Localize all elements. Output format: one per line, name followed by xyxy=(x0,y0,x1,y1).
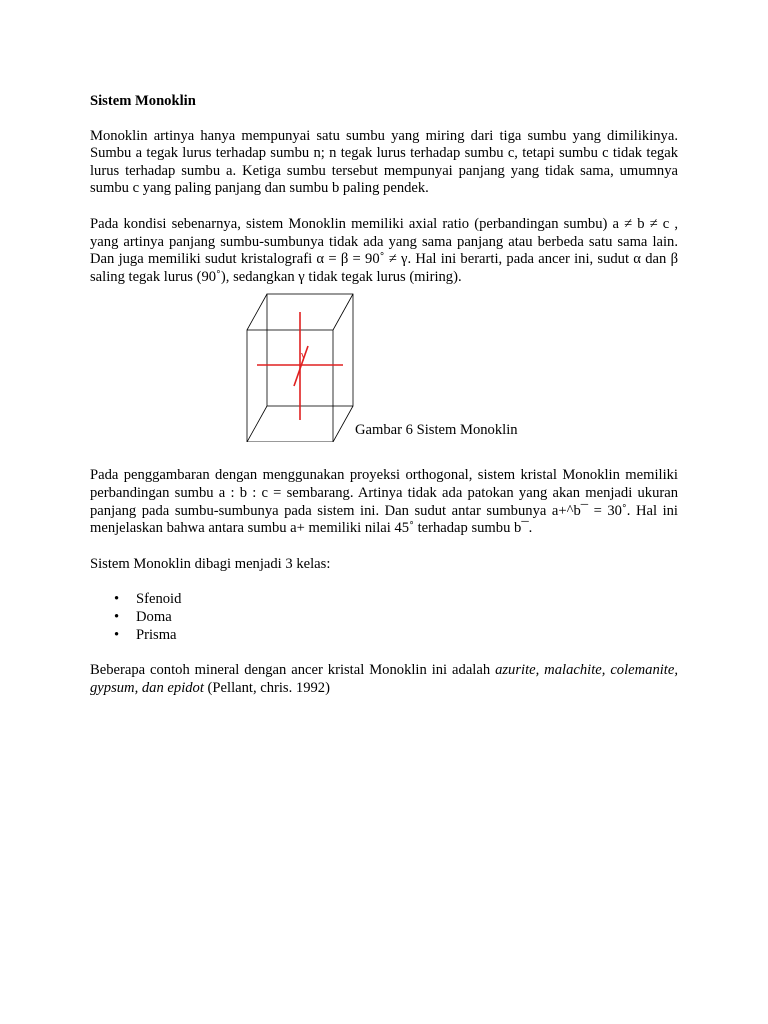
document-body xyxy=(90,93,678,698)
list-item: • Sfenoid xyxy=(114,591,182,608)
paragraph-mineral-examples: Beberapa contoh mineral dengan ancer kristal Monoklin ini adalah azurite, malachite, colemanite, gypsum, dan epidot (Pellant, chris. 1992) xyxy=(90,662,678,696)
bullet-icon: • xyxy=(114,609,120,626)
crystal-front-face xyxy=(247,330,333,442)
crystal-edge xyxy=(333,294,353,330)
gamma-label: γ xyxy=(301,349,306,362)
crystal-edge xyxy=(333,406,353,442)
crystal-axes xyxy=(257,312,343,420)
class-list xyxy=(90,590,678,644)
paragraph-definition: Monoklin artinya hanya mempunyai satu sumbu yang miring dari tiga sumbu yang dimilikinya. Sumbu a tegak lurus terhadap sumbu n; n tegak lurus terhadap sumbu c, tetapi sumbu c tidak tegak lurus terhadap sumbu a. Ketiga sumbu tersebut mempunyai panjang yang tidak sama, umumnya sumbu c yang paling panjang dan sumbu b paling pendek. xyxy=(90,127,678,197)
list-item: • Doma xyxy=(114,609,172,626)
crystal-edge xyxy=(247,294,267,330)
paragraph-axial-ratio: Pada kondisi sebenarnya, sistem Monoklin memiliki axial ratio (perbandingan sumbu) a ≠ b ≠ c , yang artinya panjang sumbu-sumbunya tidak ada yang sama panjang atau berbeda satu sama lain. Dan juga memiliki sudut kristalografi α = β = 90˚ ≠ γ. Hal ini berarti, pada ancer ini, sudut α dan β saling tegak lurus (90˚), sedangkan γ tidak tegak lurus (miring). xyxy=(90,215,678,285)
bullet-icon: • xyxy=(114,591,120,608)
paragraph-orthogonal-projection: Pada penggambaran dengan menggunakan proyeksi orthogonal, sistem kristal Monoklin memiliki perbandingan sumbu a : b : c = sembarang. Artinya tidak ada patokan yang akan menjadi ukuran panjang pada sumbu-sumbunya pada sistem ini. Dan sudut antar sumbunya a+^b¯ = 30˚. Hal ini menjelaskan bahwa antara sumbu a+ memiliki nilai 45˚ terhadap sumbu b¯. xyxy=(90,467,678,537)
paragraph-classes-intro: Sistem Monoklin dibagi menjadi 3 kelas: xyxy=(90,555,331,572)
crystal-edge xyxy=(247,406,267,442)
bullet-icon: • xyxy=(114,627,120,644)
list-item: • Prisma xyxy=(114,627,177,644)
figure-monoclinic xyxy=(90,292,678,450)
citation: (Pellant, chris. 1992) xyxy=(203,679,330,696)
section-title: Sistem Monoklin xyxy=(90,93,196,109)
monoclinic-crystal-diagram xyxy=(245,292,355,442)
mineral-names: azurite, malachite, colemanite, gypsum, dan epidot xyxy=(90,662,678,696)
crystal-back-face xyxy=(267,294,353,406)
figure-caption: Gambar 6 Sistem Monoklin xyxy=(355,422,518,439)
